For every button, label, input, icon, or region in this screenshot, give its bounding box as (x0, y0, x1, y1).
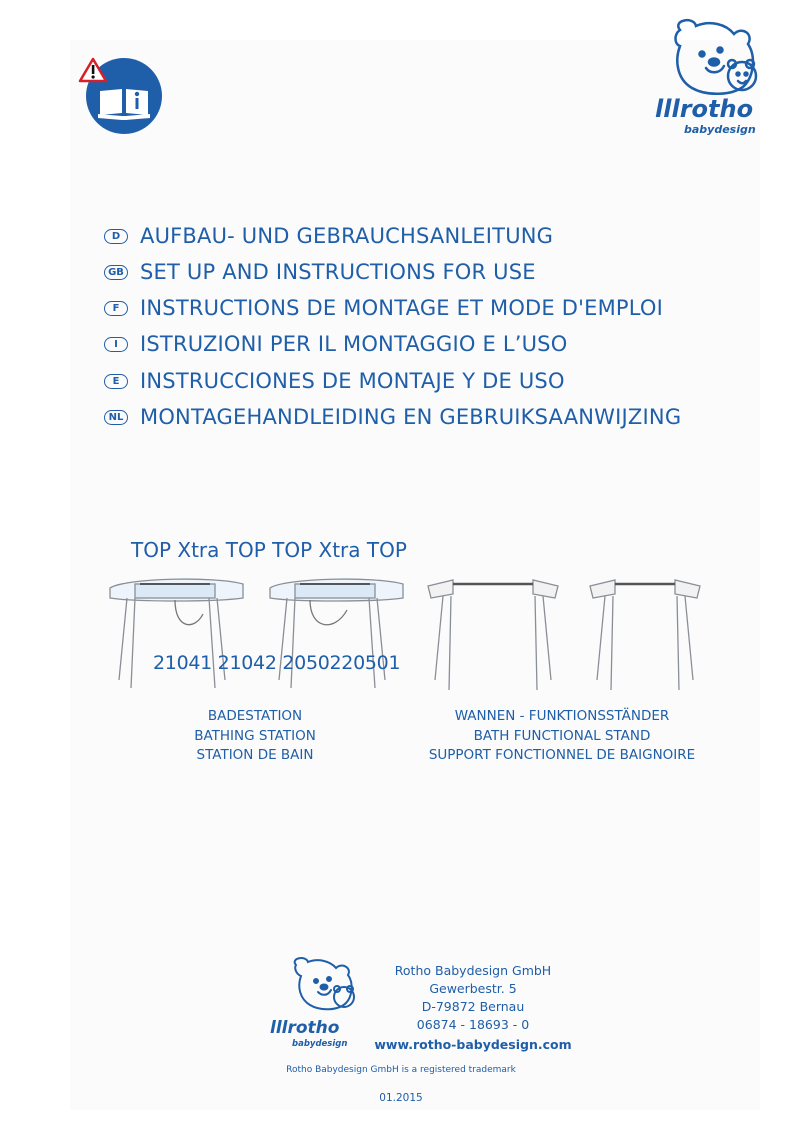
product-illustrations (105, 570, 705, 695)
lang-badge: D (104, 229, 128, 244)
company-website[interactable]: www.rotho-babydesign.com (374, 1037, 572, 1052)
description-line: STATION DE BAIN (196, 747, 314, 763)
title-row-it (104, 329, 567, 359)
title-row-fr (104, 293, 663, 323)
bath-stand-illustration-1 (428, 580, 558, 690)
title-row-nl (104, 402, 681, 432)
lang-badge: E (104, 374, 128, 389)
lang-badge: NL (104, 410, 128, 425)
lang-badge: I (104, 337, 128, 352)
brand-text: rotho (679, 95, 754, 123)
title-text: INSTRUCCIONES DE MONTAJE Y DE USO (140, 369, 565, 393)
rotho-logo-footer (282, 955, 362, 1025)
description-line: BATH FUNCTIONAL STAND (473, 727, 651, 744)
title-text: INSTRUCTIONS DE MONTAGE ET MODE D'EMPLOI (140, 296, 664, 320)
brand-name-footer (270, 1018, 339, 1038)
company-info (368, 962, 578, 1054)
company-name: Rotho Babydesign GmbH (394, 963, 552, 978)
description-line: SUPPORT FONCTIONNEL DE BAIGNOIRE (428, 747, 696, 763)
description-left (170, 707, 340, 766)
document-date: 01.2015 (379, 1092, 423, 1104)
product-models: TOP Xtra TOP TOP Xtra TOP (131, 538, 407, 562)
brand-name (655, 95, 753, 123)
brand-text: rotho (287, 1018, 340, 1038)
description-line: WANNEN - FUNKTIONSSTÄNDER (454, 708, 670, 724)
brand-sub-footer: babydesign (292, 1039, 348, 1049)
brand-mark: lll (270, 1018, 288, 1038)
company-city: D-79872 Bernau (421, 999, 525, 1014)
title-text: ISTRUZIONI PER IL MONTAGGIO E L’USO (140, 332, 568, 356)
title-text: AUFBAU- UND GEBRAUCHSANLEITUNG (140, 224, 554, 248)
company-phone: 06874 - 18693 - 0 (416, 1017, 530, 1032)
brand-mark: lll (655, 95, 680, 123)
bath-stand-illustration-2 (590, 580, 700, 690)
lang-badge: GB (104, 265, 128, 280)
bear-icon (295, 958, 354, 1009)
title-text: SET UP AND INSTRUCTIONS FOR USE (140, 260, 536, 284)
trademark-notice: Rotho Babydesign GmbH is a registered trademark (286, 1065, 516, 1075)
title-text: MONTAGEHANDLEIDING EN GEBRUIKSAANWIJZING (140, 405, 682, 429)
description-line: BADESTATION (207, 708, 303, 724)
read-manual-icon (76, 56, 166, 136)
title-row-de (104, 221, 553, 251)
brand-sub: babydesign (684, 123, 756, 136)
bear-icon (676, 20, 757, 94)
title-row-gb (104, 257, 536, 287)
product-codes: 21041 21042 2050220501 (153, 652, 401, 674)
title-row-es (104, 366, 565, 396)
company-street: Gewerbestr. 5 (429, 981, 517, 996)
lang-badge: F (104, 301, 128, 316)
description-line: BATHING STATION (194, 727, 316, 744)
description-right (412, 707, 712, 766)
